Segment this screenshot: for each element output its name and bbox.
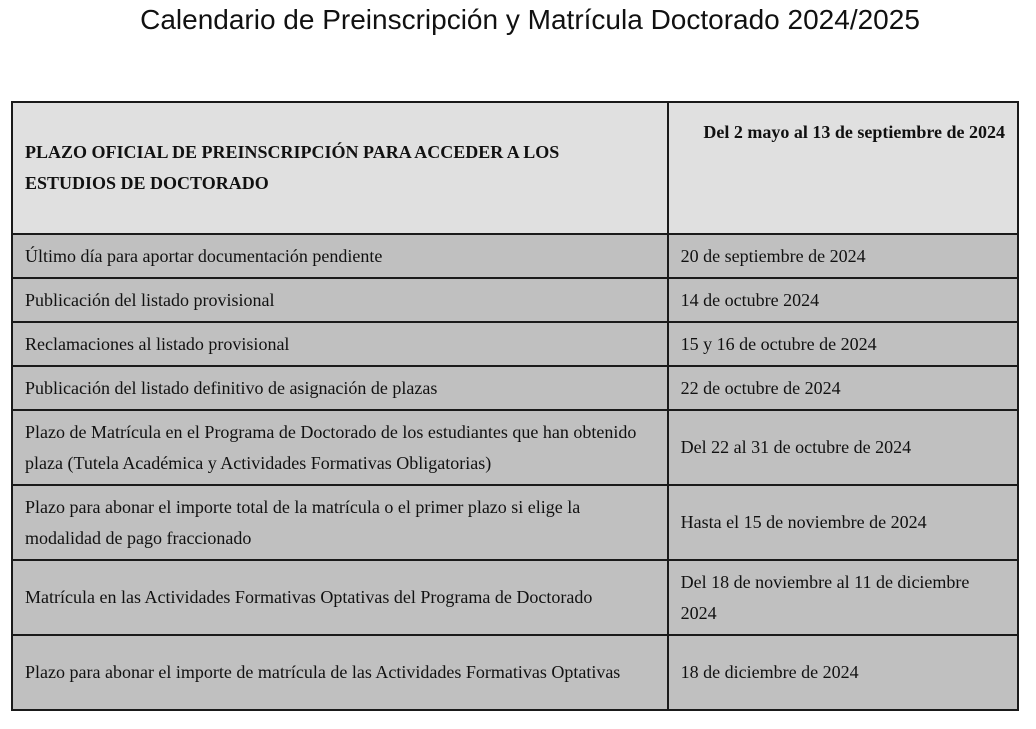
table-row (12, 234, 1018, 278)
header-value-cell: Del 2 mayo al 13 de septiembre de 2024 (668, 102, 1018, 234)
row-label-cell: Plazo para abonar el importe de matrícula de las Actividades Formativas Optativas (12, 635, 668, 710)
row-date-cell: Del 22 al 31 de octubre de 2024 (668, 410, 1018, 485)
row-date-cell: Hasta el 15 de noviembre de 2024 (668, 485, 1018, 560)
row-date-cell: 15 y 16 de octubre de 2024 (668, 322, 1018, 366)
table-row (12, 410, 1018, 485)
row-date-cell: Del 18 de noviembre al 11 de diciembre 2024 (668, 560, 1018, 635)
table-row (12, 485, 1018, 560)
row-label-cell: Matrícula en las Actividades Formativas Optativas del Programa de Doctorado (12, 560, 668, 635)
row-date-cell: 14 de octubre 2024 (668, 278, 1018, 322)
table-row (12, 635, 1018, 710)
table-row (12, 560, 1018, 635)
row-label-cell: Plazo para abonar el importe total de la matrícula o el primer plazo si elige la modalidad de pago fraccionado (12, 485, 668, 560)
header-label-cell: PLAZO OFICIAL DE PREINSCRIPCIÓN PARA ACCEDER A LOS ESTUDIOS DE DOCTORADO (12, 102, 668, 234)
row-label-cell: Plazo de Matrícula en el Programa de Doctorado de los estudiantes que han obtenido plaza (Tutela Académica y Actividades Formativas Obligatorias) (12, 410, 668, 485)
row-date-cell: 22 de octubre de 2024 (668, 366, 1018, 410)
row-date-cell: 20 de septiembre de 2024 (668, 234, 1018, 278)
row-label-cell: Publicación del listado provisional (12, 278, 668, 322)
table-row (12, 322, 1018, 366)
row-date-cell: 18 de diciembre de 2024 (668, 635, 1018, 710)
calendar-table (11, 101, 1019, 711)
row-label-cell: Reclamaciones al listado provisional (12, 322, 668, 366)
page-title: Calendario de Preinscripción y Matrícula Doctorado 2024/2025 (140, 4, 920, 35)
table-row (12, 278, 1018, 322)
table-row (12, 366, 1018, 410)
table-header-row (12, 102, 1018, 234)
row-label-cell: Publicación del listado definitivo de asignación de plazas (12, 366, 668, 410)
row-label-cell: Último día para aportar documentación pendiente (12, 234, 668, 278)
